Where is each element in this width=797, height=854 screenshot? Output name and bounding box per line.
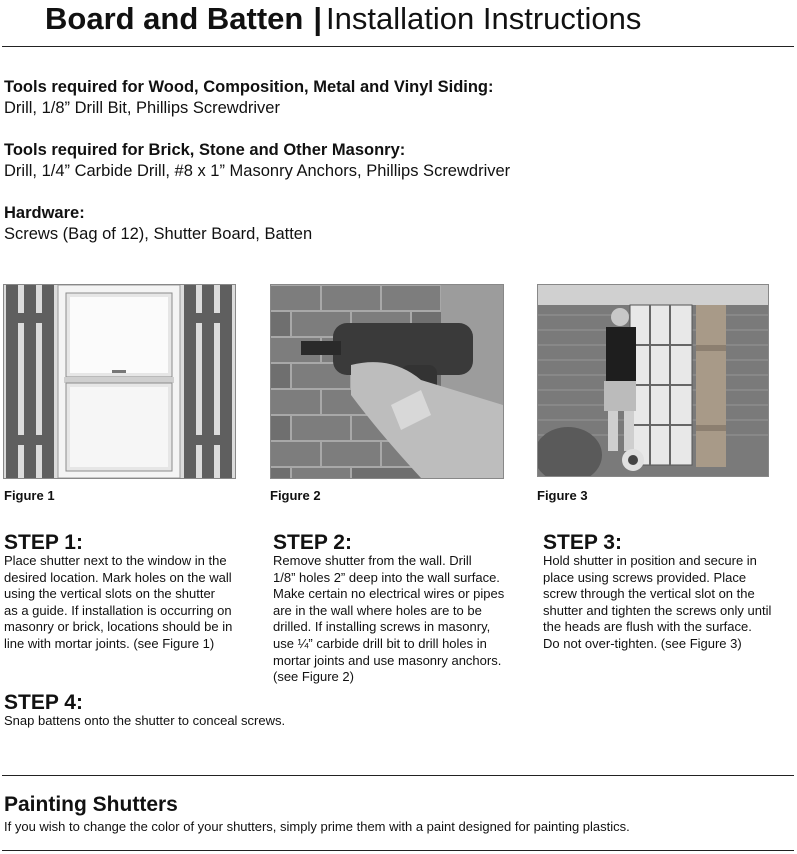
step-2-line: Make certain no electrical wires or pipes [273, 586, 505, 602]
tools-siding-text: Drill, 1/8” Drill Bit, Phillips Screwdriver [4, 99, 280, 117]
step-2-text [273, 553, 531, 686]
window-shutters-illustration [4, 285, 235, 478]
step-4-text [4, 713, 285, 730]
figure-1-caption: Figure 1 [4, 488, 55, 503]
figure-3-image [537, 284, 769, 477]
step-2-line: mortar joints and use masonry anchors. [273, 652, 502, 668]
tools-siding-heading: Tools required for Wood, Composition, Metal and Vinyl Siding: [4, 78, 494, 96]
step-2-line: drilled. If installing screws in masonry, [273, 619, 491, 635]
painting-divider-bottom [2, 850, 794, 851]
step-1-line: masonry or brick, locations should be in [4, 619, 233, 635]
step-4-title: STEP 4: [4, 691, 83, 714]
step-2-line: Remove shutter from the wall. Drill [273, 553, 472, 568]
figure-2-image [270, 284, 504, 479]
step-1-line: using the vertical slots on the shutter [4, 586, 216, 602]
step-1-title: STEP 1: [4, 531, 83, 554]
figure-2-caption: Figure 2 [270, 488, 321, 503]
painting-divider-top [2, 775, 794, 776]
header-divider [2, 46, 794, 47]
step-3-line: the heads are flush with the surface. [543, 619, 752, 635]
step-1-text [4, 553, 259, 653]
tools-masonry-text: Drill, 1/4” Carbide Drill, #8 x 1” Masonry Anchors, Phillips Screwdriver [4, 162, 511, 180]
step-1-line: line with mortar joints. (see Figure 1) [4, 635, 215, 651]
step-2-line: use ¼” carbide drill bit to drill holes in [273, 635, 487, 651]
hardware-text: Screws (Bag of 12), Shutter Board, Batten [4, 225, 313, 243]
painting-heading: Painting Shutters [4, 793, 178, 816]
step-3-title: STEP 3: [543, 531, 622, 554]
painting-text: If you wish to change the color of your shutters, simply prime them with a paint designed for painting plastics. [4, 819, 630, 834]
step-3-text [543, 553, 795, 653]
title-light: Installation Instructions [326, 1, 642, 36]
step-3-line: shutter and tighten the screws only until [543, 602, 772, 618]
step-1-line: Place shutter next to the window in the [4, 553, 227, 568]
hardware-heading: Hardware: [4, 204, 85, 222]
step-2-title: STEP 2: [273, 531, 352, 554]
step-3-line: screw through the vertical slot on the [543, 586, 755, 602]
step-2-line: 1/8” holes 2” deep into the wall surface. [273, 569, 500, 585]
step-2-line: (see Figure 2) [273, 669, 354, 685]
page-title [45, 0, 641, 38]
step-1-line: desired location. Mark holes on the wall [4, 569, 232, 585]
figure-3-caption: Figure 3 [537, 488, 588, 503]
tools-masonry-heading: Tools required for Brick, Stone and Other Masonry: [4, 141, 406, 159]
figure-1-image [3, 284, 236, 479]
installing-shutter-photo [538, 285, 768, 476]
step-1-line: as a guide. If installation is occurring on [4, 602, 232, 618]
step-3-line: Do not over-tighten. (see Figure 3) [543, 635, 742, 651]
step-2-line: are in the wall where holes are to be [273, 602, 482, 618]
title-bold: Board and Batten [45, 1, 304, 36]
step-4-line: Snap battens onto the shutter to conceal screws. [4, 713, 286, 728]
title-separator: | [313, 1, 323, 36]
step-3-line: place using screws provided. Place [543, 569, 747, 585]
step-3-line: Hold shutter in position and secure in [543, 553, 757, 568]
drilling-brick-photo [271, 285, 503, 478]
